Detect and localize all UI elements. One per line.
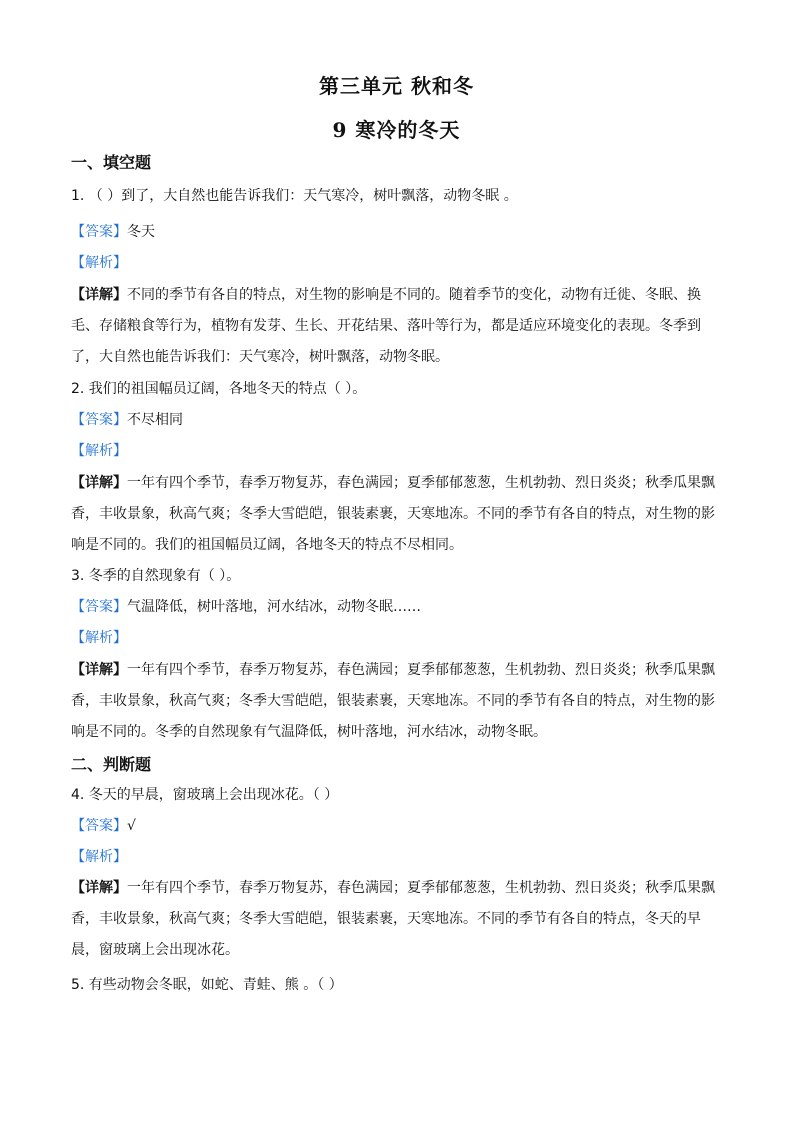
answer-row-4: [71, 816, 136, 836]
answer-text: 冬天: [127, 224, 155, 240]
analysis-label: 【解析】: [71, 255, 127, 271]
question-4: 4. 冬天的早晨，窗玻璃上会出现冰花。（ ）: [71, 787, 339, 803]
analysis-row-2: [71, 441, 127, 461]
detail-text: 一年有四个季节，春季万物复苏，春色满园；夏季郁郁葱葱，生机勃勃、烈日炎炎；秋季瓜果飘香，丰收景象，秋高气爽；冬季大雪皑皑，银装素裹，天寒地冻。不同的季节有各自的特点，对生物的影响是不同的。我们的祖国幅员辽阔，各地冬天的特点不尽相同。: [71, 475, 715, 553]
analysis-label: 【解析】: [71, 443, 127, 459]
answer-label: 【答案】: [71, 224, 127, 240]
detail-label: 【详解】: [71, 880, 127, 896]
analysis-label: 【解析】: [71, 849, 127, 865]
answer-label: 【答案】: [71, 818, 127, 834]
question-5: 5. 有些动物会冬眠，如蛇、青蛙、熊 。（ ）: [71, 977, 343, 993]
detail-text: 一年有四个季节，春季万物复苏，春色满园；夏季郁郁葱葱，生机勃勃、烈日炎炎；秋季瓜果飘香，丰收景象，秋高气爽；冬季大雪皑皑，银装素裹，天寒地冻。不同的季节有各自的特点，冬天的早晨，窗玻璃上会出现冰花。: [71, 880, 715, 958]
answer-text: 不尽相同: [127, 412, 183, 428]
analysis-row-4: [71, 847, 127, 867]
answer-text: 气温降低，树叶落地，河水结冰，动物冬眠……: [127, 599, 421, 615]
question-1: 1. （ ）到了，大自然也能告诉我们：天气寒冷，树叶飘落，动物冬眠 。: [71, 188, 518, 204]
analysis-row-1: [71, 253, 127, 273]
unit-title: 第三单元 秋和冬: [319, 74, 474, 98]
analysis-label: 【解析】: [71, 630, 127, 646]
answer-label: 【答案】: [71, 412, 127, 428]
detail-4: [71, 873, 719, 966]
question-3: 3. 冬季的自然现象有（ ）。: [71, 568, 241, 584]
answer-row-1: [71, 222, 155, 242]
section-heading-true-false: 二、判断题: [71, 755, 152, 774]
answer-row-3: [71, 597, 421, 617]
lesson-title: 9 寒冷的冬天: [332, 118, 461, 142]
section-heading-fill-blank: 一、填空题: [71, 153, 152, 172]
analysis-row-3: [71, 628, 127, 648]
question-2: 2. 我们的祖国幅员辽阔，各地冬天的特点（ ）。: [71, 381, 367, 397]
detail-1: [71, 280, 719, 373]
detail-3: [71, 655, 719, 748]
detail-text: 不同的季节有各自的特点，对生物的影响是不同的。随着季节的变化，动物有迁徙、冬眠、换毛、存储粮食等行为，植物有发芽、生长、开花结果、落叶等行为，都是适应环境变化的表现。冬季到了，大自然也能告诉我们：天气寒冷，树叶飘落，动物冬眠。: [71, 287, 701, 365]
answer-text: √: [127, 818, 136, 834]
detail-label: 【详解】: [71, 475, 127, 491]
detail-text: 一年有四个季节，春季万物复苏，春色满园；夏季郁郁葱葱，生机勃勃、烈日炎炎；秋季瓜果飘香，丰收景象，秋高气爽；冬季大雪皑皑，银装素裹，天寒地冻。不同的季节有各自的特点，对生物的影响是不同的。冬季的自然现象有气温降低，树叶落地，河水结冰，动物冬眠。: [71, 662, 715, 740]
answer-row-2: [71, 410, 183, 430]
detail-2: [71, 468, 719, 561]
detail-label: 【详解】: [71, 662, 127, 678]
answer-label: 【答案】: [71, 599, 127, 615]
detail-label: 【详解】: [71, 287, 127, 303]
